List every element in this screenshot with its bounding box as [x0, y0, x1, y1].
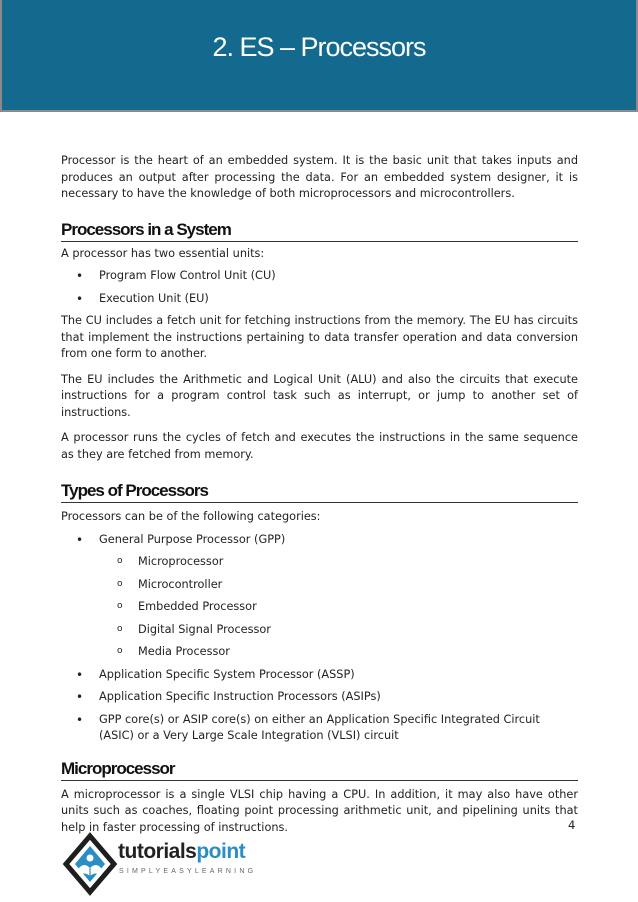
sub-list-item: o Media Processor: [61, 644, 578, 661]
sub-list-item: o Embedded Processor: [61, 599, 578, 616]
list-item-label: General Purpose Processor (GPP): [99, 532, 286, 546]
section2-lead: Processors can be of the following categories:: [61, 510, 321, 523]
list-item: [61, 532, 578, 549]
intro-paragraph: Processor is the heart of an embedded system. It is the basic unit that takes inputs and produces an output after processing the data. For an embedded system designer, it is necessary to have the knowledge of both microprocessors and microcontrollers.: [61, 154, 578, 200]
sub-list-item: o Microprocessor: [61, 554, 578, 571]
section1-lead: A processor has two essential units:: [61, 246, 265, 260]
sub-list-item: o Digital Signal Processor: [61, 622, 578, 639]
list-item: • Execution Unit (EU): [61, 291, 578, 308]
list-item: • GPP core(s) or ASIP core(s) on either an Application Specific Integrated Circuit (ASIC) or a Very Large Scale Integration (VLSI) circuit: [61, 712, 578, 745]
page-content: [61, 153, 578, 836]
logo-wordmark: [118, 840, 245, 864]
logo-tagline: SIMPLYEASYLEARNING: [119, 868, 257, 875]
section-heading-microprocessor: Microprocessor: [61, 759, 578, 781]
tutorialspoint-logo: [62, 832, 262, 896]
page-number: 4: [568, 818, 576, 832]
list-item: • Application Specific Instruction Processors (ASIPs): [61, 689, 578, 706]
processor-categories-list-continued: [61, 667, 578, 745]
essential-units-list: [61, 268, 578, 307]
logo-word-point: point: [196, 840, 246, 863]
chapter-title: 2. ES – Processors: [212, 32, 426, 62]
section1-paragraph: A processor runs the cycles of fetch and executes the instructions in the same sequence as they are fetched from memory.: [61, 431, 578, 461]
section-heading-types-of-processors: Types of Processors: [61, 481, 578, 503]
section3-paragraph: A microprocessor is a single VLSI chip having a CPU. In addition, it may also have other units such as coaches, floating point processing arithmetic unit, and pipelining units that help in faster processing of instructions.: [61, 787, 578, 834]
list-item: • Application Specific System Processor (ASSP): [61, 667, 578, 684]
section1-paragraph: The CU includes a fetch unit for fetching instructions from the memory. The EU has circuits that implement the instructions pertaining to data transfer operation and data conversion from one form to another.: [61, 314, 578, 360]
logo-emblem-icon: [62, 832, 118, 896]
list-item: • Program Flow Control Unit (CU): [61, 268, 578, 285]
section-heading-processors-in-a-system: Processors in a System: [61, 220, 578, 242]
processor-categories-list: [61, 532, 578, 549]
gpp-subtypes-list: [61, 554, 578, 661]
logo-word-tutorials: tutorials: [118, 840, 197, 863]
sub-list-item: o Microcontroller: [61, 577, 578, 594]
chapter-banner: [0, 0, 638, 112]
section1-paragraph: The EU includes the Arithmetic and Logical Unit (ALU) and also the circuits that execute instructions for a program control task such as interrupt, or jump to another set of instructions.: [61, 372, 578, 419]
